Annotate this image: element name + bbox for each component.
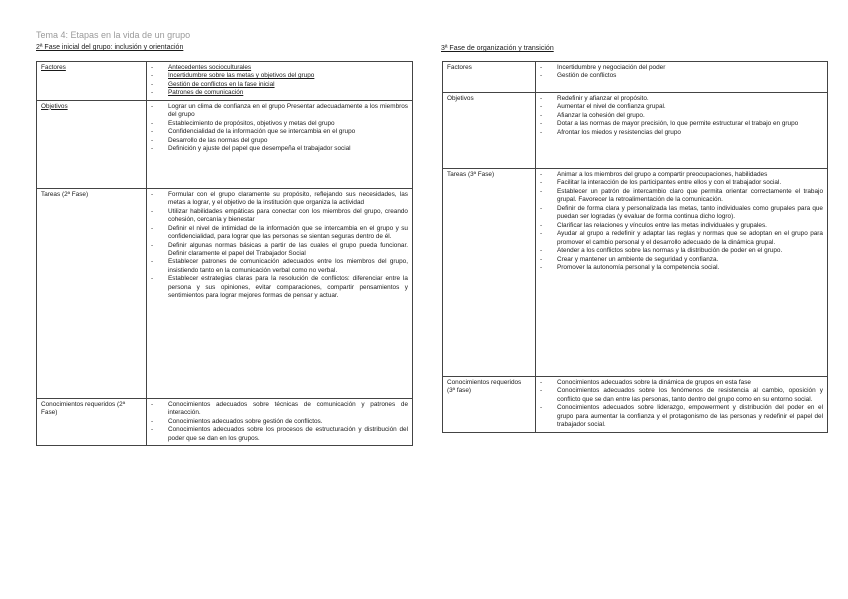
list-item: - Conocimientos adecuados sobre liderazgo, empowerment y distribución del poder en el grupo para aumentar la confianza y el protagonismo de las personas y redefinir el papel del trabajador social. [540, 404, 823, 429]
document-title: Tema 4: Etapas en la vida de un grupo [36, 30, 191, 40]
table-row [37, 398, 413, 445]
list-item: - Conocimientos adecuados sobre técnicas de comunicación y patrones de interacción. [151, 401, 408, 418]
row-label: Objetivos [37, 100, 147, 188]
row-content [536, 93, 828, 169]
list-item: - Establecer estrategias claras para la resolución de conflictos: diferenciar entre la persona y sus opiniones, evitar comparaciones, compartir pensamientos y sentimientos para lograr mejores formas de pensar y actuar. [151, 275, 408, 300]
list-item: - Establecimiento de propósitos, objetivos y metas del grupo [151, 120, 408, 128]
list-item: - Incertidumbre y negociación del poder [540, 64, 823, 72]
table-row [443, 62, 828, 93]
list-item: - Conocimientos adecuados sobre la dinámica de grupos en esta fase [540, 379, 823, 387]
list-item: - Lograr un clima de confianza en el grupo Presentar adecuadamente a los miembros del grupo [151, 103, 408, 120]
row-label: Conocimientos requeridos (3ª fase) [443, 377, 536, 433]
list-item: - Ayudar al grupo a redefinir y adaptar las reglas y normas que se adoptan en el grupo para promover el cambio personal y el desarrollo adecuado de la dinámica grupal. [540, 230, 823, 247]
row-content [536, 377, 828, 433]
row-label: Factores [443, 62, 536, 93]
row-content [147, 100, 413, 188]
list-item: - Patrones de comunicación [151, 89, 408, 97]
phase3-table [442, 61, 828, 433]
list-item: - Crear y mantener un ambiente de seguridad y confianza. [540, 256, 823, 264]
list-item: - Gestión de conflictos en la fase inicial [151, 81, 408, 89]
list-item: - Conocimientos adecuados sobre los procesos de estructuración y distribución del poder que se dan en los grupos. [151, 426, 408, 443]
phase2-heading: 2ª Fase inicial del grupo: inclusión y orientación [36, 44, 184, 51]
list-item: - Afrontar los miedos y resistencias del grupo [540, 129, 823, 137]
list-item: - Utilizar habilidades empáticas para conectar con los miembros del grupo, creando cohesión, cercanía y bienestar [151, 208, 408, 225]
list-item: - Establecer patrones de comunicación adecuados entre los miembros del grupo, insistiendo tanto en la comunicación verbal como no verbal. [151, 258, 408, 275]
table-row [37, 62, 413, 101]
list-item: - Atender a los conflictos sobre las normas y la distribución de poder en el grupo. [540, 247, 823, 255]
row-label: Tareas (2ª Fase) [37, 188, 147, 398]
phase2-table [36, 61, 413, 446]
table-row [37, 188, 413, 398]
list-item: - Definición y ajuste del papel que desempeña el trabajador social [151, 145, 408, 153]
table-row [37, 100, 413, 188]
table-row [443, 93, 828, 169]
row-label: Objetivos [443, 93, 536, 169]
list-item: - Afianzar la cohesión del grupo. [540, 112, 823, 120]
table-row [443, 377, 828, 433]
list-item: - Facilitar la interacción de los participantes entre ellos y con el trabajador social. [540, 179, 823, 187]
row-label: Conocimientos requeridos (2ª Fase) [37, 398, 147, 445]
phase3-heading: 3ª Fase de organización y transición [441, 45, 554, 52]
list-item: - Formular con el grupo claramente su propósito, reflejando sus necesidades, las metas a lograr, y el objetivo de la institución que organiza la actividad [151, 191, 408, 208]
list-item: - Definir de forma clara y personalizada las metas, tanto individuales como grupales para que puedan ser logradas (y evaluar de forma continua dicho logro). [540, 205, 823, 222]
row-label: Tareas (3ª Fase) [443, 169, 536, 377]
table-row [443, 169, 828, 377]
list-item: - Desarrollo de las normas del grupo [151, 137, 408, 145]
list-item: - Dotar a las normas de mayor precisión, lo que permite estructurar el trabajo en grupo [540, 120, 823, 128]
row-content [147, 62, 413, 101]
list-item: - Confidencialidad de la información que se intercambia en el grupo [151, 128, 408, 136]
list-item: - Clarificar las relaciones y vínculos entre las metas individuales y grupales. [540, 222, 823, 230]
row-content [536, 169, 828, 377]
list-item: - Definir el nivel de intimidad de la información que se intercambia en el grupo y su confidencialidad, para lograr que las personas se sientan seguras dentro de él. [151, 225, 408, 242]
list-item: - Antecedentes socioculturales [151, 64, 408, 72]
list-item: - Gestión de conflictos [540, 72, 823, 80]
row-content [147, 398, 413, 445]
list-item: - Animar a los miembros del grupo a compartir preocupaciones, habilidades [540, 171, 823, 179]
list-item: - Definir algunas normas básicas a partir de las cuales el grupo pueda funcionar. Definir claramente el papel del Trabajador Social [151, 242, 408, 259]
list-item: - Conocimientos adecuados sobre los fenómenos de resistencia al cambio, oposición y conflicto que se dan entre las personas, tanto dentro del grupo como en su entorno social. [540, 387, 823, 404]
list-item: - Redefinir y afianzar el propósito. [540, 95, 823, 103]
row-content [536, 62, 828, 93]
row-label: Factores [37, 62, 147, 101]
list-item: - Aumentar el nivel de confianza grupal. [540, 103, 823, 111]
list-item: - Conocimientos adecuados sobre gestión de conflictos. [151, 418, 408, 426]
list-item: - Incertidumbre sobre las metas y objetivos del grupo [151, 72, 408, 80]
list-item: - Promover la autonomía personal y la competencia social. [540, 264, 823, 272]
row-content [147, 188, 413, 398]
list-item: - Establecer un patrón de intercambio claro que permita orientar correctamente el trabajo grupal. Favorecer la retroalimentación de la comunicación. [540, 188, 823, 205]
